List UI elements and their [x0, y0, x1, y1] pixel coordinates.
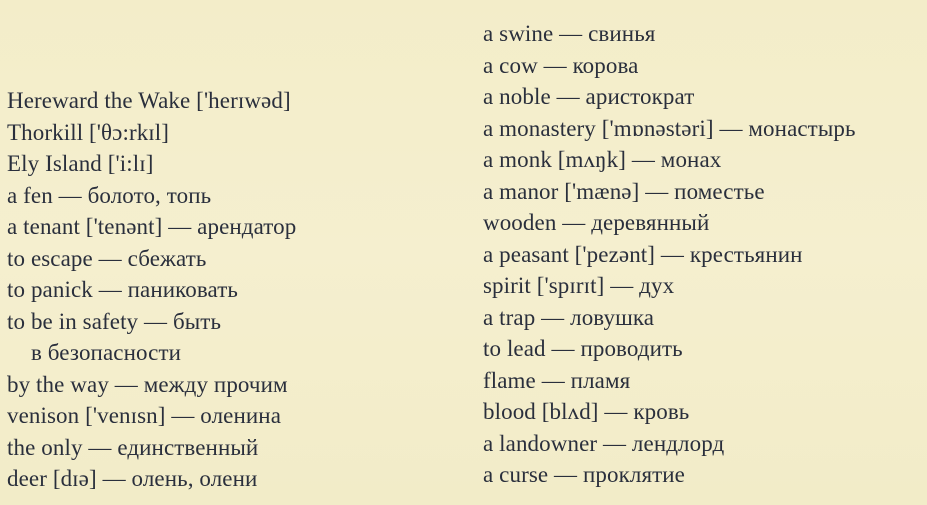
vocab-entry: a cow — корова [483, 52, 639, 78]
vocab-entry: a curse — проклятие [483, 462, 685, 487]
vocabulary-column-left [7, 85, 296, 495]
vocab-entry: wooden — деревянный [483, 210, 710, 235]
vocab-entry: a noble — аристократ [483, 84, 695, 109]
vocab-entry: flame — пламя [483, 367, 631, 393]
vocab-entry: the only — единственный [7, 434, 259, 460]
vocab-entry: a landowner — лендлорд [483, 430, 725, 456]
vocab-entry: a monk [mʌŋk] — монах [483, 147, 722, 172]
vocab-entry: a manor ['mænə] — поместье [483, 178, 765, 204]
vocab-entry: blood [blʌd] — кровь [483, 399, 690, 424]
vocab-entry: by the way — между прочим [7, 371, 288, 397]
vocab-entry: spirit ['spɪrɪt] — дух [483, 273, 675, 298]
vocab-entry: to panick — паниковать [7, 277, 238, 302]
vocab-entry: a swine — свинья [483, 21, 656, 46]
vocab-entry: a peasant ['pezənt] — крестьянин [483, 241, 803, 267]
vocab-entry: a tenant ['tenənt] — арендатор [7, 214, 297, 239]
vocab-entry: Hereward the Wake ['herɪwəd] [7, 88, 291, 113]
vocab-entry: to be in safety — быть [7, 308, 222, 334]
vocab-entry: to lead — проводить [483, 336, 683, 361]
vocab-entry: a trap — ловушка [483, 304, 655, 330]
vocab-entry: a monastery ['mɒnəstəri] — монастырь [483, 115, 856, 141]
vocab-entry: to escape — сбежать [7, 245, 207, 271]
vocab-entry: Thorkill ['θɔ:rkɪl] [7, 119, 170, 145]
vocab-entry: a fen — болото, топь [7, 182, 212, 208]
vocab-entry: Ely Island ['i:lɪ] [7, 151, 154, 176]
vocab-entry: venison ['venɪsn] — оленина [7, 403, 282, 428]
vocab-entry: deer [dɪə] — олень, олени [7, 466, 258, 491]
vocab-entry-continuation: в безопасности [31, 340, 182, 365]
vocabulary-column-right [483, 18, 856, 491]
